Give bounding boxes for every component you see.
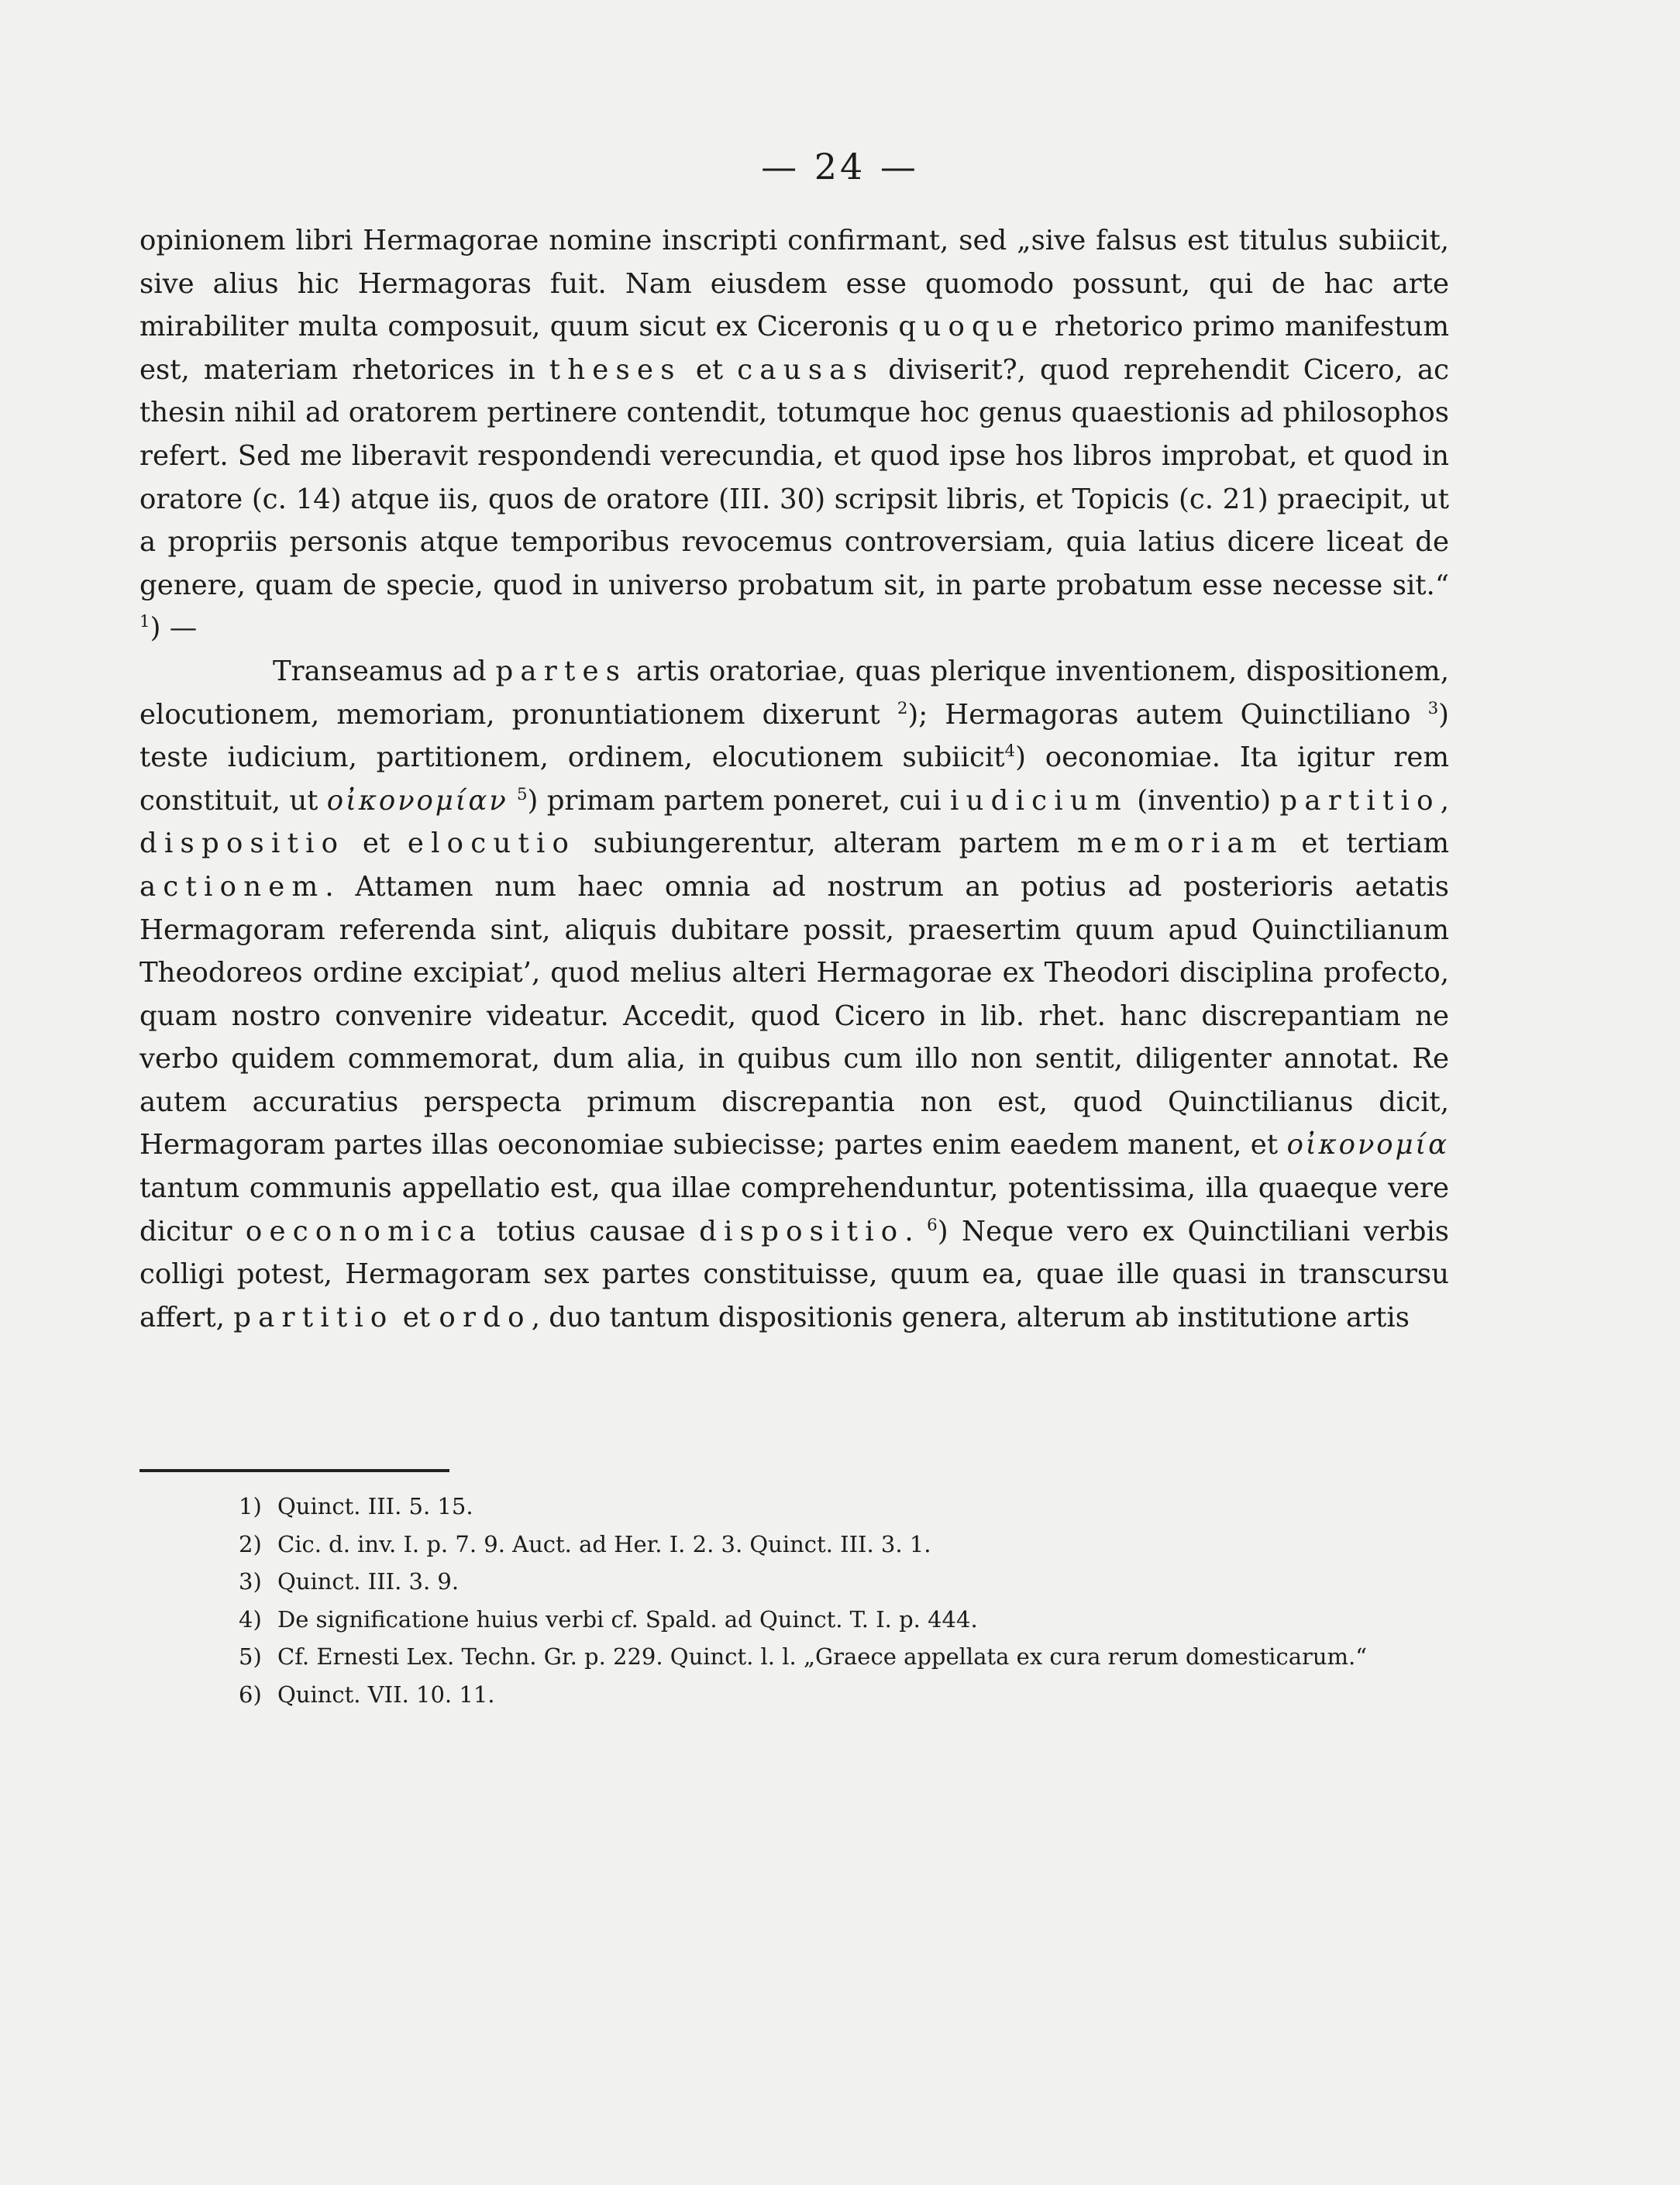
footnote-text: Cf. Ernesti Lex. Techn. Gr. p. 229. Quinct. l. l. „Graece appellata ex cura rerum domesticarum.“ <box>277 1643 1368 1670</box>
spaced-emphasis: partes <box>495 655 628 687</box>
text-run: artis oratoriae, quas plerique inventionem, dispositionem, elocutionem, memoriam, pronuntiationem dixerunt <box>139 655 1449 731</box>
footnote-number: 5) <box>239 1643 262 1670</box>
footnote-ref: 4 <box>1004 742 1016 762</box>
text-run: , duo tantum dispositionis genera, alterum ab institutione artis <box>531 1301 1410 1333</box>
greek-word: οἰκονομίαν <box>326 784 508 817</box>
text-run: et <box>394 1301 439 1333</box>
footnote <box>239 1676 1463 1714</box>
spaced-emphasis: partitio <box>233 1301 394 1333</box>
footnote-text: Cic. d. inv. I. p. 7. 9. Auct. ad Her. I. 2. 3. Quinct. III. 3. 1. <box>277 1530 931 1557</box>
text-run: (inventio) <box>1127 784 1280 817</box>
spaced-emphasis: quoque <box>898 311 1045 343</box>
footnote <box>239 1638 1463 1676</box>
text-run: rhetorico primo manifestum est, materiam rhetorices in <box>139 311 1449 386</box>
text-run: diviserit?, quod reprehendit Cicero, ac thesin nihil ad oratorem pertinere contendit, totumque hoc genus quaestionis ad philosophos refert. Sed me liberavit respondendi verecundia, et quod ipse hos libros improbat, et quod in oratore (c. 14) atque iis, quos de oratore (III. 30) scripsit libris, et Topicis (c. 21) praecipit, ut a propriis personis atque temporibus revocemus controversiam, quia latius dicere liceat de genere, quam de specie, quod in universo probatum sit, in parte probatum esse necesse sit.“ <box>139 353 1449 601</box>
footnote-ref: 5 <box>516 784 528 804</box>
text-run: , <box>1440 784 1449 817</box>
text-run: ) oeconomiae. Ita igitur rem constituit, ut <box>139 742 1449 817</box>
footnote-number: 3) <box>239 1568 262 1595</box>
body-text <box>139 219 1449 1339</box>
footnote-number: 4) <box>239 1605 262 1633</box>
spaced-emphasis: iudicium <box>949 784 1128 817</box>
footnote-ref: 2 <box>897 698 908 718</box>
footnote-ref: 3 <box>1427 698 1439 718</box>
footnote <box>239 1601 1463 1639</box>
text-run: . Attamen num haec omnia ad nostrum an potius ad posterioris aetatis Hermagoram referenda sint, aliquis dubitare possit, praesertim quum apud Quinctilianum Theodoreos ordine excipiat’, quod melius alteri Hermagorae ex Theodori disciplina profecto, quam nostro convenire videatur. Accedit, quod Cicero in lib. rhet. hanc discrepantiam ne verbo quidem commemorat, dum alia, in quibus cum illo non sentit, diligenter annotat. Re autem accuratius perspecta primum discrepantia non est, quod Quinctilianus dicit, Hermagoram partes illas oeconomiae subiecisse; partes enim eaedem manent, et <box>139 870 1449 1161</box>
footnote-text: Quinct. III. 3. 9. <box>277 1568 460 1595</box>
footnote-number: 2) <box>239 1530 262 1557</box>
spaced-emphasis: memoriam <box>1077 828 1284 860</box>
page-number: — 24 — <box>761 146 919 188</box>
text-run: et <box>681 353 738 386</box>
text-run: ) Neque vero ex Quinctiliani verbis colligi potest, Hermagoram sex partes constituisse, quum ea, quae ille quasi in transcursu affert, <box>139 1215 1450 1333</box>
spaced-emphasis: causas <box>737 353 875 386</box>
spaced-emphasis: ordo <box>439 1301 532 1333</box>
text-run: et <box>345 828 408 860</box>
footnote-number: 1) <box>239 1493 262 1519</box>
text-run <box>508 785 517 817</box>
spaced-emphasis: dispositio <box>699 1215 905 1247</box>
footnote-ref: 6 <box>927 1215 938 1235</box>
footnote <box>239 1563 1463 1601</box>
paragraph <box>139 219 1449 650</box>
text-run: et tertiam <box>1283 828 1449 860</box>
text-run: ) primam partem poneret, cui <box>527 784 950 817</box>
spaced-emphasis: actionem <box>139 870 325 903</box>
text-run: ); Hermagoras autem Quinctiliano <box>907 698 1428 731</box>
text-run: . <box>904 1215 928 1247</box>
footnote-text: Quinct. III. 5. 15. <box>277 1493 473 1519</box>
footnote <box>239 1526 1463 1564</box>
text-run: totius causae <box>483 1215 700 1247</box>
text-run: subiungerentur, alteram partem <box>576 828 1078 860</box>
spaced-emphasis: oeconomica <box>245 1215 484 1247</box>
footnote-text: De significatione huius verbi cf. Spald. ad Quinct. T. I. p. 444. <box>277 1605 978 1633</box>
footnotes <box>239 1488 1463 1713</box>
footnote-text: Quinct. VII. 10. 11. <box>277 1681 495 1708</box>
greek-word: οἰκονομία <box>1286 1129 1449 1161</box>
text-run: tantum communis appellatio est, qua illae comprehenduntur, potentissima, illa quaeque vere dicitur <box>139 1172 1449 1247</box>
footnote <box>239 1488 1463 1526</box>
spaced-emphasis: dispositio <box>139 828 346 860</box>
text-run: ) — <box>150 612 198 645</box>
paragraph <box>139 650 1449 1340</box>
text-run: opinionem libri Hermagorae nomine inscripti confirmant, sed „sive falsus est titulus subiicit, sive alius hic Hermagoras fuit. Nam eiusdem esse quomodo possunt, qui de hac arte mirabiliter multa composuit, quum sicut ex Ciceronis <box>139 225 1449 343</box>
spaced-emphasis: elocutio <box>407 828 577 860</box>
footnote-rule <box>139 1469 449 1472</box>
text-run: ) teste iudicium, partitionem, ordinem, elocutionem subiicit <box>139 698 1449 774</box>
text-run: Transeamus ad <box>273 655 496 687</box>
footnote-ref: 1 <box>139 612 150 632</box>
footnote-number: 6) <box>239 1681 262 1708</box>
spaced-emphasis: theses <box>549 353 682 386</box>
spaced-emphasis: partitio <box>1279 784 1441 817</box>
